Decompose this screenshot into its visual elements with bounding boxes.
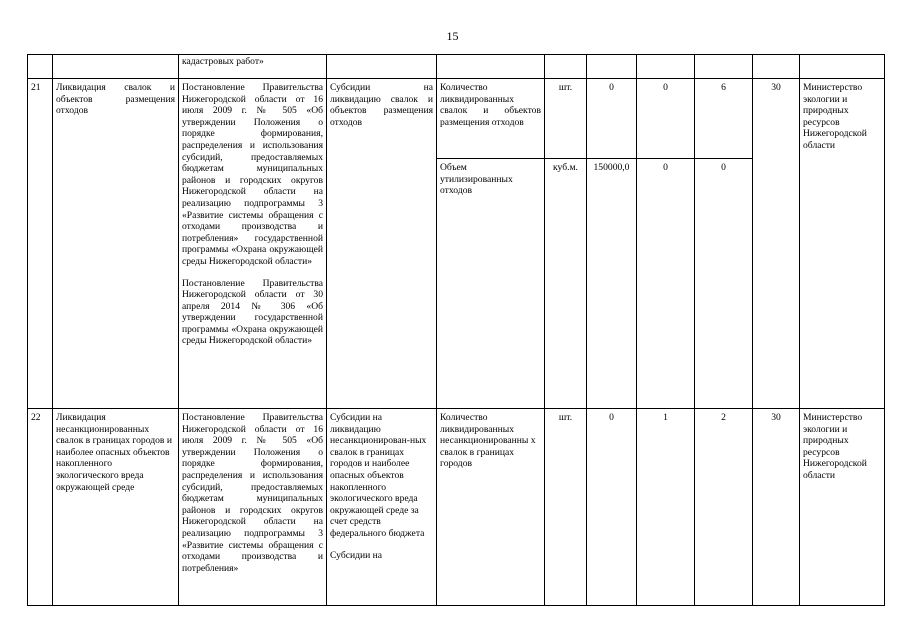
cell-support: [327, 55, 437, 79]
table-row: [28, 79, 885, 159]
measure-name: Ликвидация несанкционированных свалок в границах городов и наиболее опасных объектов накопленного экологического вреда окружающей среде: [53, 409, 179, 606]
executor-name: Министерство экологии и природных ресурсов Нижегородской области: [800, 409, 885, 606]
regulation-text: [179, 79, 327, 409]
cell-num: [28, 55, 53, 79]
row-number: 21: [28, 79, 53, 409]
indicator-value-1: 0: [587, 409, 637, 606]
measures-table: [27, 54, 885, 606]
indicator-name: Количество ликвидированных свалок и объектов размещения отходов: [437, 79, 545, 159]
cell-term: [753, 55, 800, 79]
cell-value-3: [695, 55, 753, 79]
indicator-name: Объем утилизированных отходов: [437, 159, 545, 409]
indicator-value-1: 0: [587, 79, 637, 159]
indicator-value-2: 1: [637, 409, 695, 606]
indicator-value-2: 0: [637, 159, 695, 409]
executor-name: Министерство экологии и природных ресурсов Нижегородской области: [800, 79, 885, 409]
regulation-text: Постановление Правительства Нижегородской области от 16 июля 2009 г. № 505 «Об утверждении Положения о порядке формирования, распределения и использования субсидий, предоставляемых бюджетам муниципальных районов и городских округов Нижегородской области на реализацию подпрограммы 3 «Развитие системы обращения с отходами производства и потребления»: [179, 409, 327, 606]
regulation-paragraph: Постановление Правительства Нижегородской области от 30 апреля 2014 № 306 «Об утверждении государственной программы «Охрана окружающей среды Нижегородской области»: [182, 277, 323, 347]
indicator-value-3: 2: [695, 409, 753, 606]
cell-indicator: [437, 55, 545, 79]
cell-executor: [800, 55, 885, 79]
cell-regulation: кадастровых работ»: [179, 55, 327, 79]
support-paragraph: Субсидии на: [330, 549, 383, 561]
indicator-value-3: 0: [695, 159, 753, 409]
cell-measure: [53, 55, 179, 79]
term-value: 30: [753, 409, 800, 606]
page-number: 15: [446, 29, 459, 43]
indicator-value-1: 150000,0: [587, 159, 637, 409]
indicator-value-3: 6: [695, 79, 753, 159]
regulation-paragraph: Постановление Правительства Нижегородской области от 16 июля 2009 г. № 505 «Об утверждении Положения о порядке формирования, распределения и использования субсидий, предоставляемых бюджетам муниципальных районов и городских округов Нижегородской области на реализацию подпрограммы 3 «Развитие системы обращения с отходами производства и потребления» государственной программы «Охрана окружающей среды Нижегородской области»: [182, 82, 323, 267]
table-row: [28, 409, 885, 606]
cell-value-1: [587, 55, 637, 79]
support-text: [327, 409, 437, 606]
indicator-name: Количество ликвидированных несанкционированны х свалок в границах городов: [437, 409, 545, 606]
cell-unit: [545, 55, 587, 79]
indicator-unit: шт.: [545, 409, 587, 606]
support-text: Субсидии на ликвидацию свалок и объектов размещения отходов: [327, 79, 437, 409]
measure-name: Ликвидация свалок и объектов размещения отходов: [53, 79, 179, 409]
indicator-value-2: 0: [637, 79, 695, 159]
term-value: 30: [753, 79, 800, 409]
support-paragraph: Субсидии на ликвидацию несанкционирован-ных свалок в границах городов и наиболее опасных объектов накопленного экологического вреда окружающей среде за счет средств федерального бюджета: [330, 412, 427, 539]
indicator-unit: куб.м.: [545, 159, 587, 409]
cell-value-2: [637, 55, 695, 79]
row-number: 22: [28, 409, 53, 606]
table-row-continuation: [28, 55, 885, 79]
indicator-unit: шт.: [545, 79, 587, 159]
